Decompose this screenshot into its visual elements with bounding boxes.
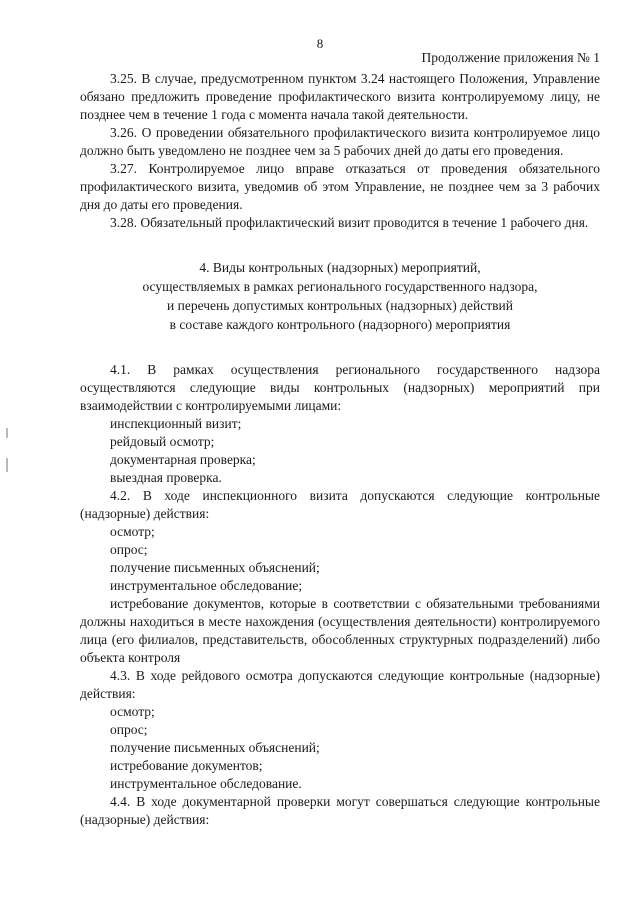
document-body [80,70,600,829]
list-item: опрос; [110,542,148,557]
paragraph-3-26: 3.26. О проведении обязательного профилактического визита контролируемое лицо должно быть уведомлено не позднее чем за 5 рабочих дней до даты его проведения. [80,125,600,158]
paragraph-4-2-documents: истребование документов, которые в соответствии с обязательными требованиями должны находиться в месте нахождения (осуществления деятельности) контролируемого лица (его филиалов, представительств, обособленных структурных подразделений) либо объекта контроля [80,596,600,665]
paragraph-3-25: 3.25. В случае, предусмотренном пунктом 3.24 настоящего Положения, Управление обязано предложить проведение профилактического визита контролируемому лицу, не позднее чем в течение 1 года с момента начала такой деятельности. [80,71,600,122]
paragraph-4-4: 4.4. В ходе документарной проверки могут совершаться следующие контрольные (надзорные) действия: [80,794,600,827]
section-4-heading [80,258,600,334]
list-item: документарная проверка; [110,452,256,467]
heading-line: в составе каждого контрольного (надзорного) мероприятия [169,317,511,332]
paragraph-4-3: 4.3. В ходе рейдового осмотра допускаются следующие контрольные (надзорные) действия: [80,668,600,701]
list-item: инспекционный визит; [110,416,242,431]
scan-margin-mark [6,428,8,438]
list-item: получение письменных объяснений; [110,740,320,755]
list-item: получение письменных объяснений; [110,560,320,575]
heading-line: 4. Виды контрольных (надзорных) мероприятий, [199,260,481,275]
list-item: осмотр; [110,704,155,719]
list-item: опрос; [110,722,148,737]
heading-line: и перечень допустимых контрольных (надзорных) действий [167,298,513,313]
list-item: рейдовый осмотр; [110,434,215,449]
list-item: истребование документов; [110,758,263,773]
scan-margin-mark [6,458,8,472]
appendix-continuation-label: Продолжение приложения № 1 [421,50,600,65]
paragraph-4-2: 4.2. В ходе инспекционного визита допускаются следующие контрольные (надзорные) действия: [80,488,600,521]
paragraph-3-28: 3.28. Обязательный профилактический визит проводится в течение 1 рабочего дня. [110,215,589,230]
list-item: инструментальное обследование. [110,776,302,791]
list-item: осмотр; [110,524,155,539]
paragraph-3-27: 3.27. Контролируемое лицо вправе отказаться от проведения обязательного профилактического визита, уведомив об этом Управление, не позднее чем за 3 рабочих дня до даты его проведения. [80,161,600,212]
page-number: 8 [316,36,324,51]
heading-line: осуществляемых в рамках регионального государственного надзора, [142,279,538,294]
list-item: выездная проверка. [110,470,222,485]
list-item: инструментальное обследование; [110,578,303,593]
paragraph-4-1: 4.1. В рамках осуществления регионального государственного надзора осуществляются следующие виды контрольных (надзорных) мероприятий при взаимодействии с контролируемыми лицами: [80,362,600,413]
